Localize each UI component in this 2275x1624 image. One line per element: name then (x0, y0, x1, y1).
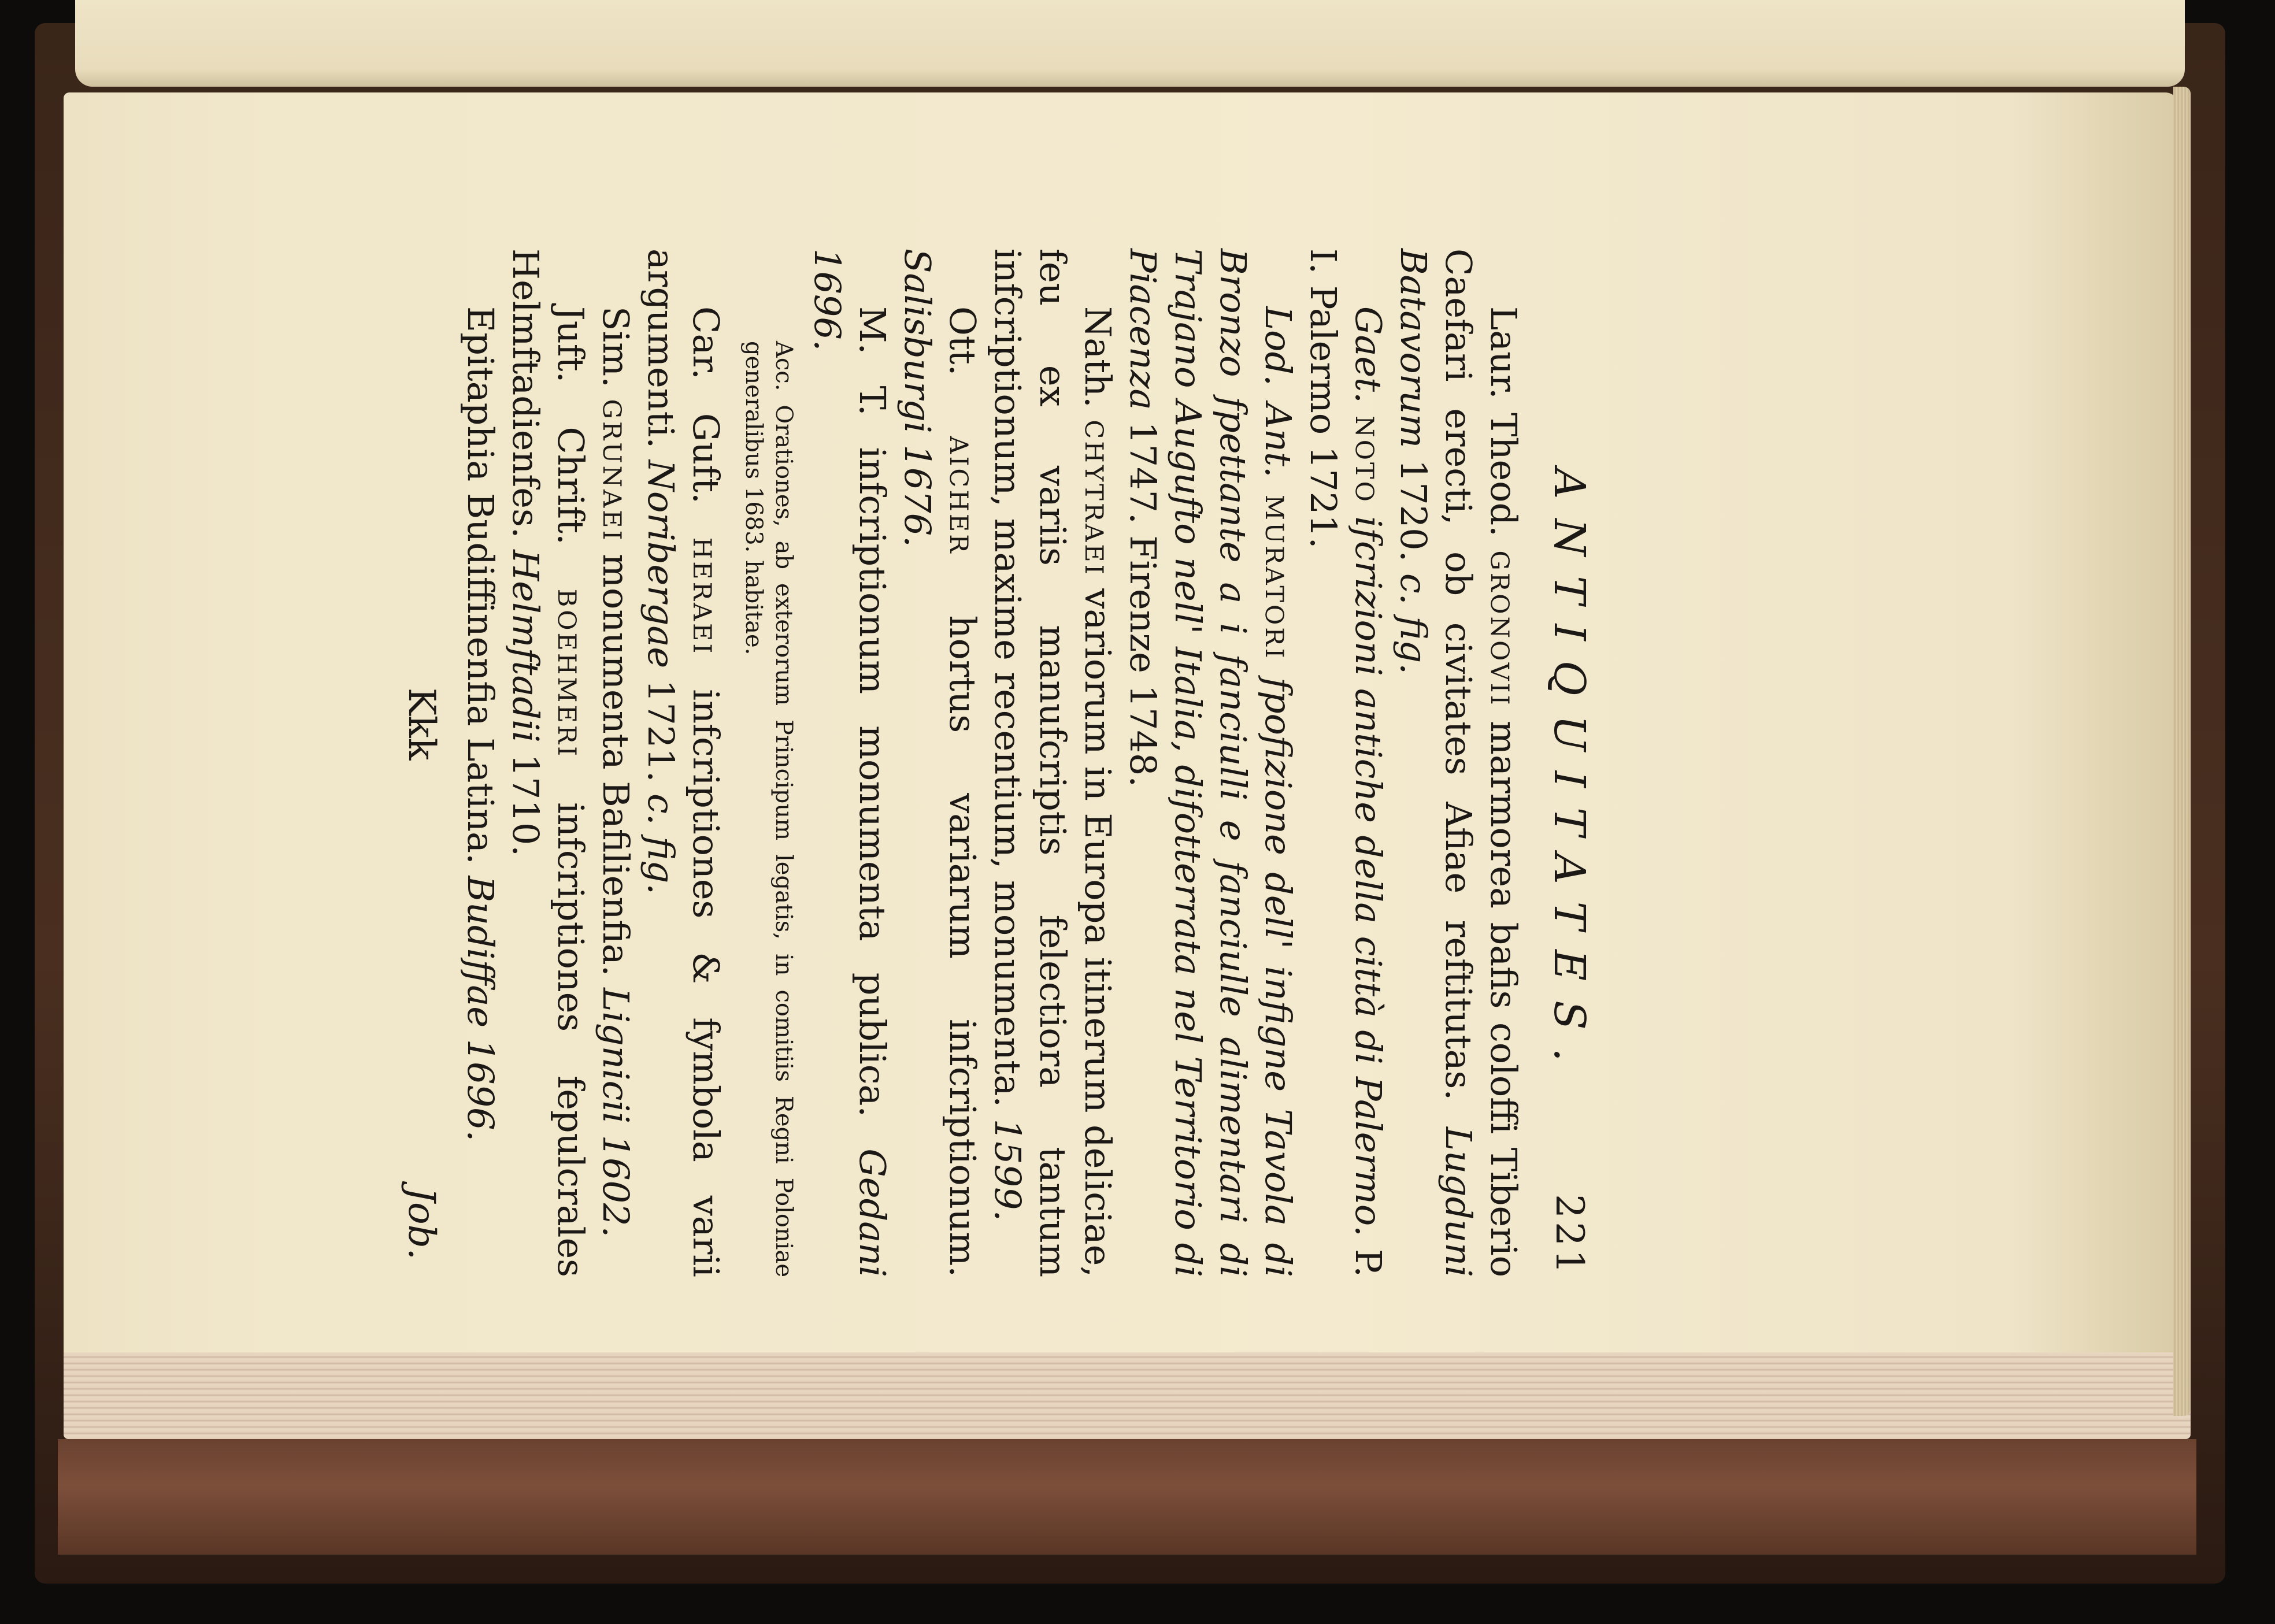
entry-text: c. fig. (1392, 573, 1435, 674)
bibliography-entry (1391, 249, 1526, 1277)
entry-text: 1599. (987, 1118, 1029, 1222)
entry-text (1347, 504, 1390, 516)
running-title: ANTIQUITATES. (1544, 468, 1594, 1081)
entry-text: marmorea bafis coloffi Tiberio Caefari erecti, ob civitates Afiae reftitutas. (1437, 249, 1525, 1277)
entry-text (1257, 661, 1299, 677)
entry-text: 1720. (1392, 448, 1435, 574)
cover-edge (58, 1439, 2196, 1555)
entry-text: Lignicii 1602. (595, 988, 637, 1238)
entry-text: noto (1347, 416, 1390, 504)
entry-text: Salisburgi 1676. (896, 249, 939, 547)
entry-text: Lod. Ant. (1257, 306, 1299, 478)
entry-text: grunaei (595, 399, 637, 543)
entry-text: Ott. (942, 306, 984, 436)
entry-text (1257, 478, 1299, 495)
page-footer (386, 249, 444, 1277)
entry-text: P. I. Palermo 1721. (1302, 249, 1390, 1277)
bibliography-entry (985, 249, 1120, 1277)
entry-text: Nath. (1077, 306, 1119, 420)
entry-text: Noribergae (640, 459, 682, 669)
entry-text: Juft. Chrift. (550, 306, 592, 589)
entry-text: 1721. (640, 668, 682, 794)
entry-text: Gedani 1696. (806, 249, 894, 1277)
entry-text: infcriptiones fepulcrales Helmftadienfes. (505, 249, 592, 1277)
bibliography-entry (458, 249, 503, 1277)
entry-text (1347, 403, 1390, 416)
entry-text: heraei (685, 537, 727, 656)
entry-text: aicher (942, 436, 984, 555)
entry-text: Acc. Orationes, ab exterorum Principum legatis, in comitiis Regni Poloniae generalibus 1683. habitae. (740, 341, 797, 1277)
entry-text: Helmftadii (505, 550, 547, 743)
entry-text: Sim. (595, 306, 637, 399)
running-header (1526, 260, 1595, 1381)
entry-text: variorum in Europa itinerum deliciae, feu ex variis manufcriptis felectiora tantum infcriptionum, maxime recentium, monumenta. (987, 249, 1119, 1277)
entry-text: M. T. infcriptionum monumenta publica. (851, 306, 894, 1149)
bibliography-entry (503, 249, 593, 1277)
entry-text: 1710. (505, 742, 547, 857)
signature-mark: Kkk (400, 688, 443, 761)
entry-text: hortus variarum infcriptionum. (942, 555, 984, 1278)
entry-text: ifcrizioni antiche della città di Palermo. (1347, 516, 1390, 1237)
bibliography-entry (593, 249, 638, 1277)
entry-text: Car. Guft. (685, 306, 727, 537)
entry-text: monumenta Bafilienfia. (595, 542, 637, 988)
entry-text: infcriptiones & fymbola varii argumenti. (640, 249, 727, 1277)
entry-text: boehmeri (550, 588, 592, 759)
entry-text: c. fig. (640, 794, 682, 895)
entry-text: Laur. Theod. (1483, 306, 1525, 551)
bibliography-entries (458, 249, 1526, 1277)
entry-text: gronovii (1483, 550, 1525, 707)
bibliography-entry (805, 249, 895, 1277)
entry-text: Epitaphia Budiffinenfia Latina. (460, 306, 502, 876)
fore-edge (2173, 87, 2191, 1416)
page-text-block (208, 225, 1595, 1381)
entry-text: chytraei (1077, 420, 1119, 577)
entry-text: fpofizione dell' infigne Tavola di Bronzo fpettante a i fanciulli e fanciulle alimentari di Trajano Augufto nell' Italia, difotterrata nel Territorio di Piacenza (1122, 249, 1299, 1277)
entry-text: Lugduni Batavorum (1392, 249, 1480, 1277)
bibliography-entry (1300, 249, 1391, 1277)
bibliography-entry (895, 249, 985, 1277)
entry-text: 1747. Firenze 1748. (1122, 410, 1164, 788)
page-number: 221 (1547, 1194, 1592, 1277)
entry-text: muratori (1257, 495, 1299, 661)
entry-note (739, 341, 799, 1277)
catchword: Job. (400, 1187, 443, 1260)
previous-leaf-edge (75, 0, 2185, 87)
entry-text: Gaet. (1347, 306, 1390, 403)
bibliography-entry (1120, 249, 1300, 1277)
bibliography-entry (638, 249, 728, 1277)
entry-text: Budiffae 1696. (460, 876, 502, 1142)
